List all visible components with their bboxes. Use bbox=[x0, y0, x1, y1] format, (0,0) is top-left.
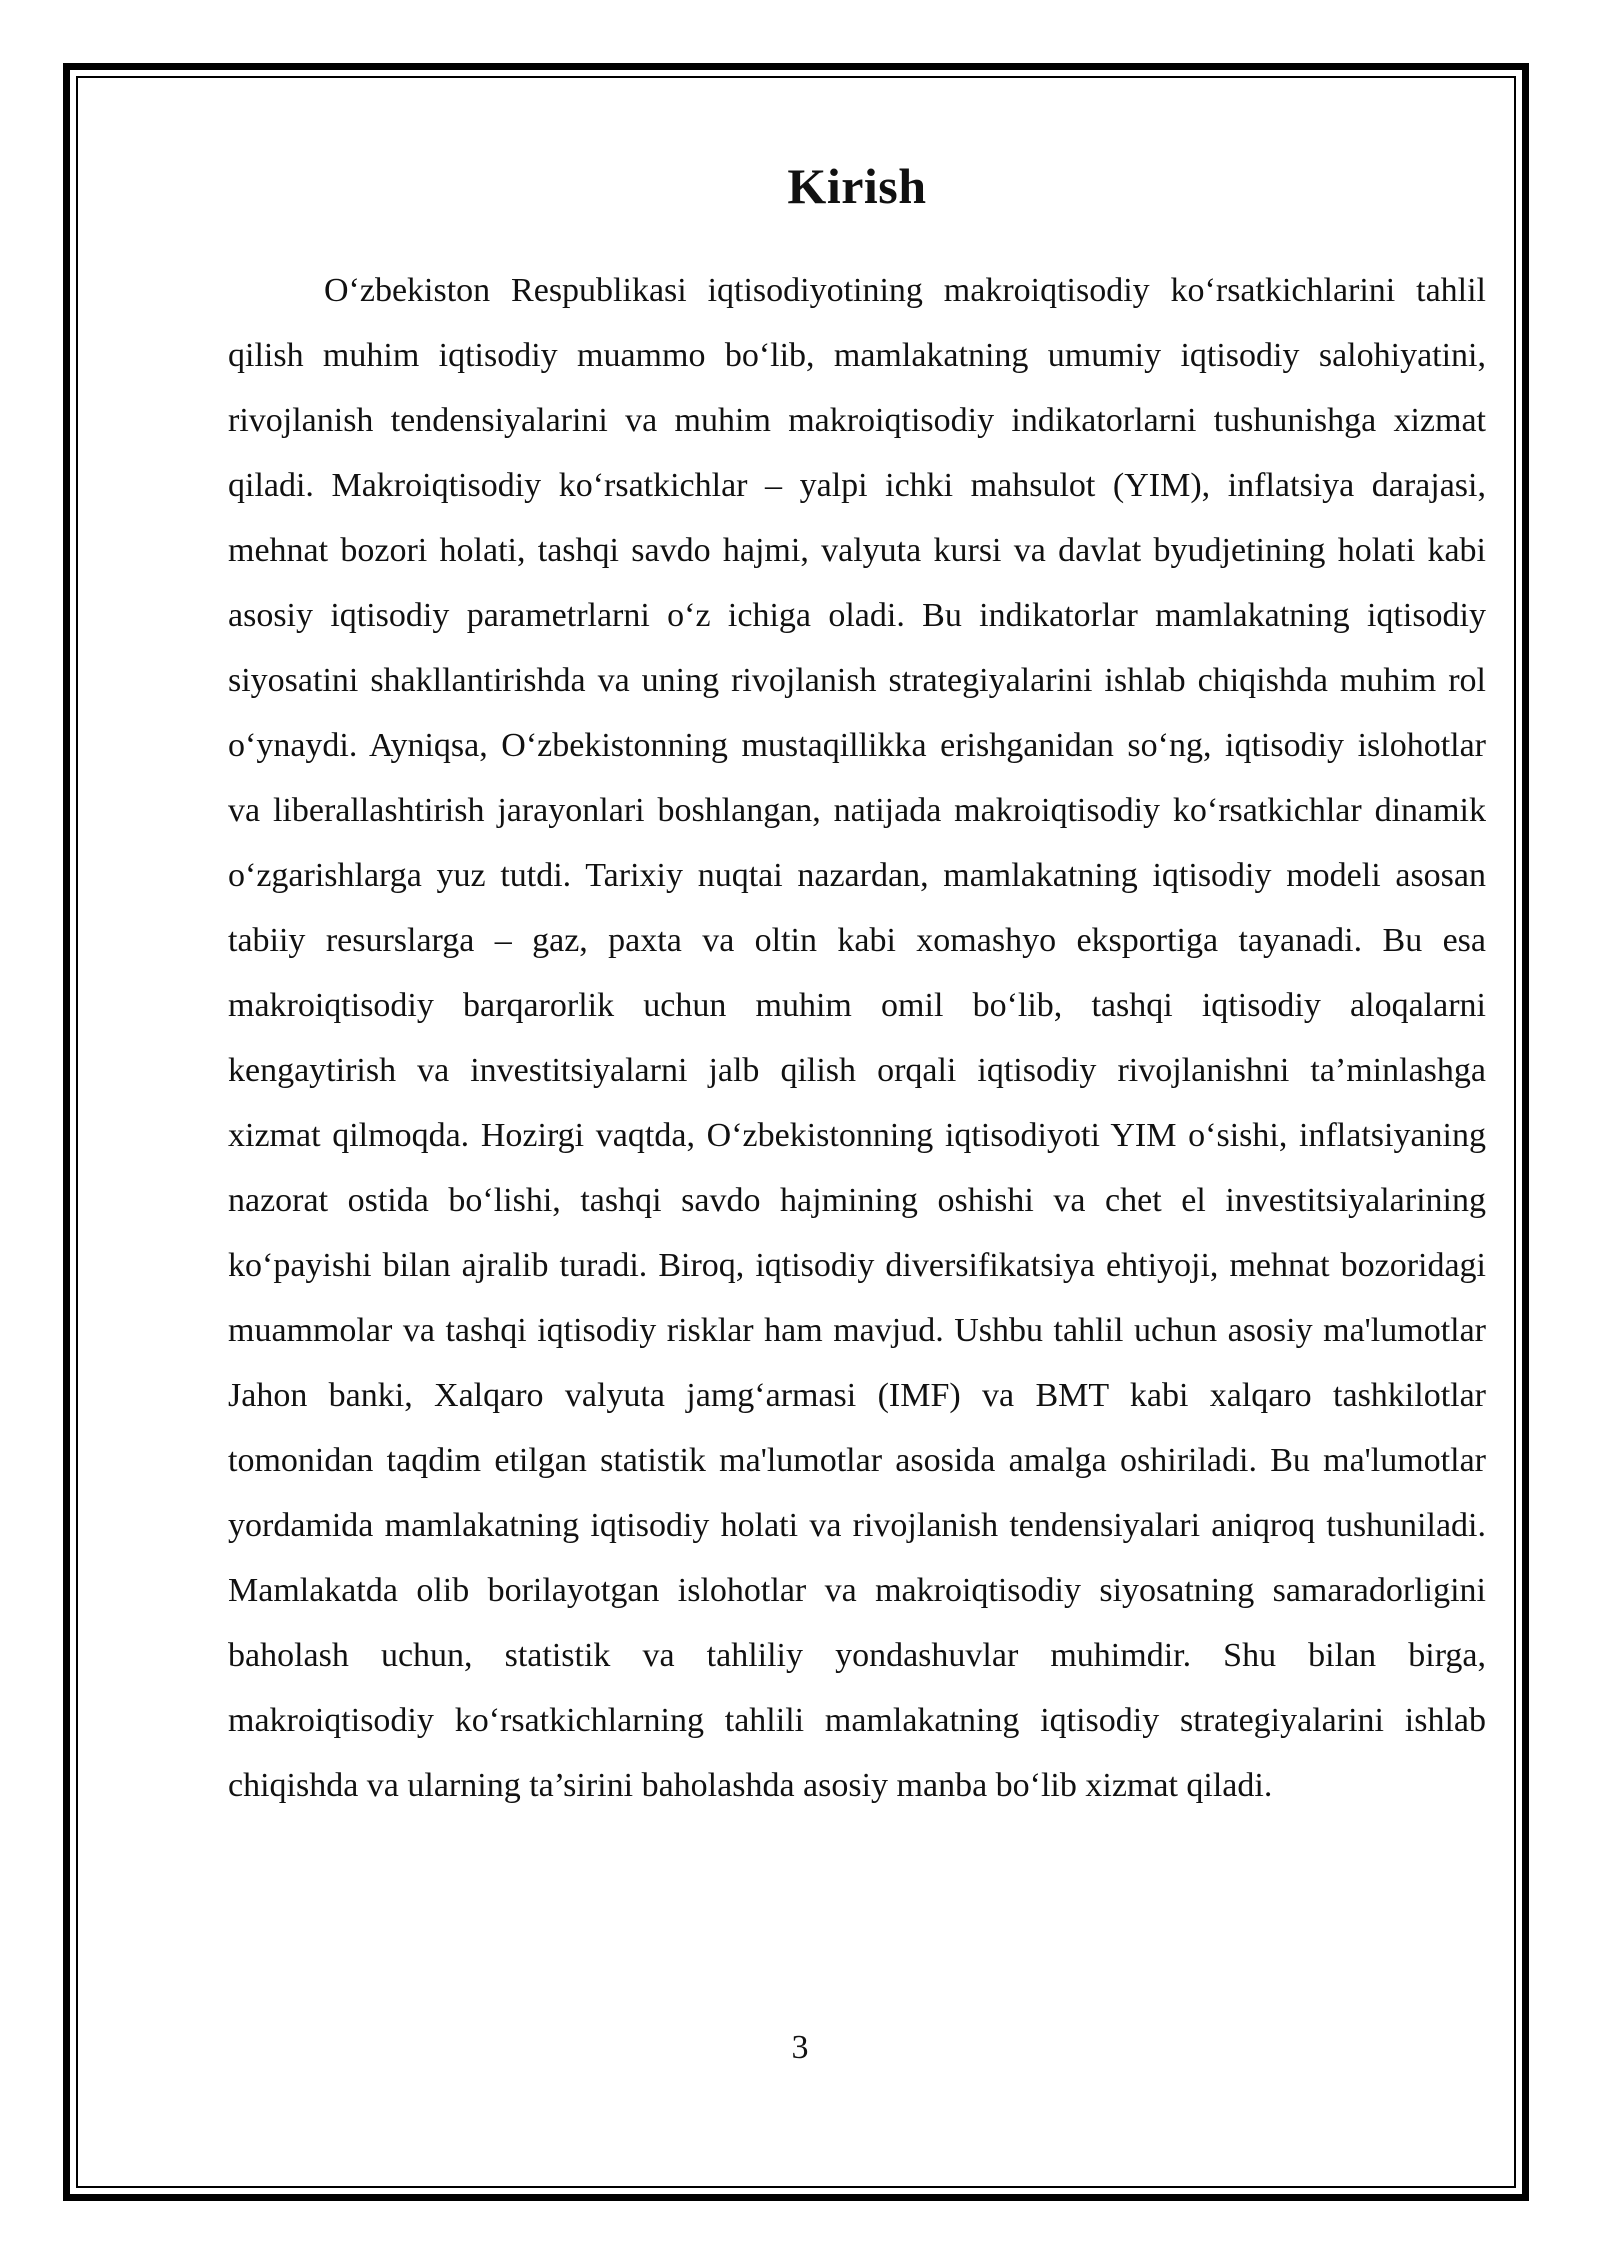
page-number: 3 bbox=[791, 2029, 809, 2066]
page-title: Kirish bbox=[787, 158, 927, 214]
body-paragraph: O‘zbekiston Respublikasi iqtisodiyotining makroiqtisodiy ko‘rsatkichlarini tahlil qilish muhim iqtisodiy muammo bo‘lib, mamlakatning umumiy iqtisodiy salohiyatini, rivojlanish tendensiyalarini va muhim makroiqtisodiy indikatorlarni tushunishga xizmat qiladi. Makroiqtisodiy ko‘rsatkichlar – yalpi ichki mahsulot (YIM), inflatsiya darajasi, mehnat bozori holati, tashqi savdo hajmi, valyuta kursi va davlat byudjetining holati kabi asosiy iqtisodiy parametrlarni o‘z ichiga oladi. Bu indikatorlar mamlakatning iqtisodiy siyosatini shakllantirishda va uning rivojlanish strategiyalarini ishlab chiqishda muhim rol o‘ynaydi. Ayniqsa, O‘zbekistonning mustaqillikka erishganidan so‘ng, iqtisodiy islohotlar va liberallashtirish jarayonlari boshlangan, natijada makroiqtisodiy ko‘rsatkichlar dinamik o‘zgarishlarga yuz tutdi. Tarixiy nuqtai nazardan, mamlakatning iqtisodiy modeli asosan tabiiy resurslarga – gaz, paxta va oltin kabi xomashyo eksportiga tayanadi. Bu esa makroiqtisodiy barqarorlik uchun muhim omil bo‘lib, tashqi iqtisodiy aloqalarni kengaytirish va investitsiyalarni jalb qilish orqali iqtisodiy rivojlanishni ta’minlashga xizmat qilmoqda. Hozirgi vaqtda, O‘zbekistonning iqtisodiyoti YIM o‘sishi, inflatsiyaning nazorat ostida bo‘lishi, tashqi savdo hajmining oshishi va chet el investitsiyalarining ko‘payishi bilan ajralib turadi. Biroq, iqtisodiy diversifikatsiya ehtiyoji, mehnat bozoridagi muammolar va tashqi iqtisodiy risklar ham mavjud. Ushbu tahlil uchun asosiy ma'lumotlar Jahon banki, Xalqaro valyuta jamg‘armasi (IMF) va BMT kabi xalqaro tashkilotlar tomonidan taqdim etilgan statistik ma'lumotlar asosida amalga oshiriladi. Bu ma'lumotlar yordamida mamlakatning iqtisodiy holati va rivojlanish tendensiyalari aniqroq tushuniladi. Mamlakatda olib borilayotgan islohotlar va makroiqtisodiy siyosatning samaradorligini baholash uchun, statistik va tahliliy yondashuvlar muhimdir. Shu bilan birga, makroiqtisodiy ko‘rsatkichlarning tahlili mamlakatning iqtisodiy strategiyalarini ishlab chiqishda va ularning ta’sirini baholashda asosiy manba bo‘lib xizmat qiladi. bbox=[228, 272, 1486, 1804]
page-content bbox=[228, 150, 1486, 1818]
